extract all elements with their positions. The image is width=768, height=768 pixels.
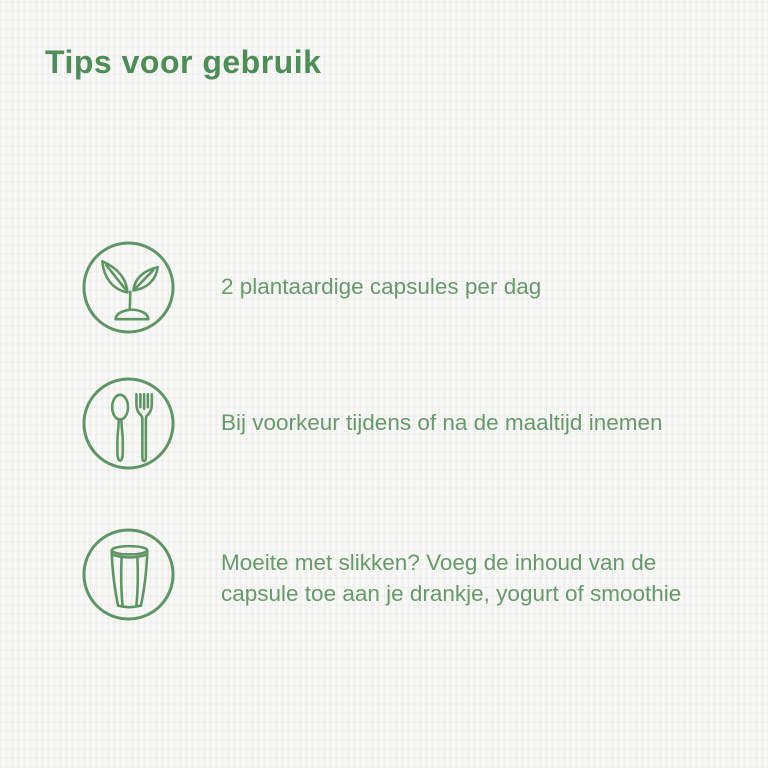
tip-text: 2 plantaardige capsules per dag: [221, 274, 542, 300]
tip-row: [81, 376, 741, 471]
tip-row: [81, 240, 741, 335]
cutlery-icon: [81, 376, 176, 471]
glass-icon: [81, 527, 176, 622]
sprout-icon: [81, 240, 176, 335]
tip-text: Bij voorkeur tijdens of na de maaltijd inemen: [221, 410, 663, 436]
tip-row: [81, 527, 741, 622]
page-title: Tips voor gebruik: [45, 44, 322, 80]
tips-list: [81, 240, 741, 622]
tip-text: Moeite met slikken? Voeg de inhoud van de capsule toe aan je drankje, yogurt of smoothie: [221, 550, 682, 606]
